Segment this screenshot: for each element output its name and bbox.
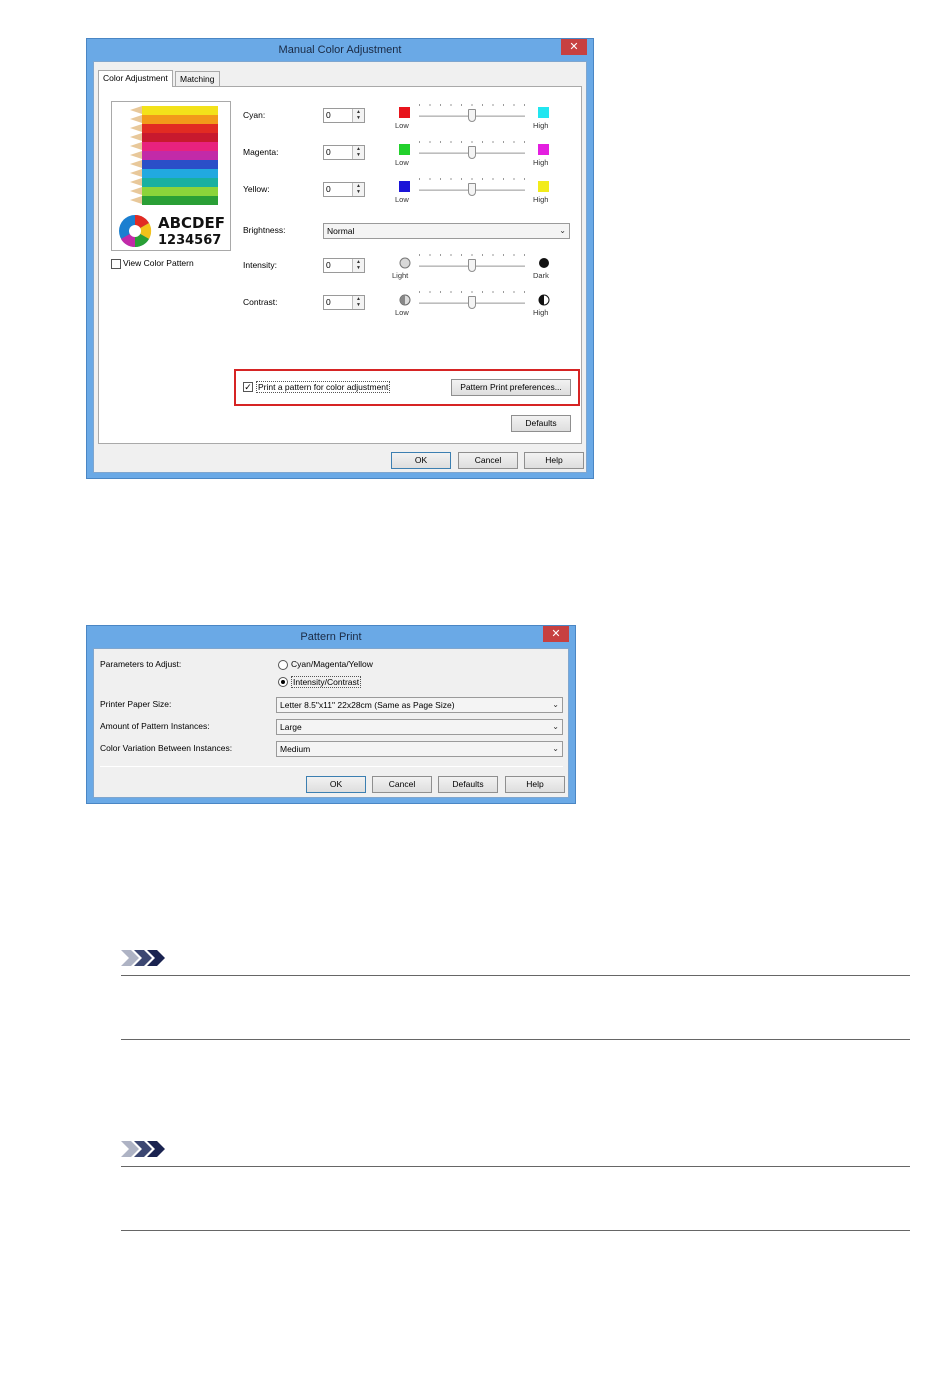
print-pattern-checkbox[interactable]: ✓ xyxy=(244,382,252,392)
cyan-label: Cyan: xyxy=(243,110,266,120)
view-color-pattern-checkbox[interactable] xyxy=(111,259,121,269)
divider xyxy=(100,766,563,767)
tab-color-adjustment[interactable]: Color Adjustment xyxy=(98,70,173,87)
note-icon xyxy=(121,1139,167,1159)
paper-size-label: Printer Paper Size: xyxy=(100,699,172,709)
low-contrast-icon xyxy=(399,294,411,306)
color-wheel-icon xyxy=(118,214,152,248)
intensity-high-label: Dark xyxy=(533,271,549,280)
cyan-slider-thumb[interactable] xyxy=(468,109,476,122)
dialog-body xyxy=(93,648,569,798)
brightness-select[interactable] xyxy=(323,223,570,239)
pencil-teal xyxy=(142,178,218,187)
paper-size-value: Letter 8.5"x11" 22x28cm (Same as Page Size) xyxy=(280,700,455,710)
cyan-high-swatch xyxy=(538,107,549,118)
pencil-crimson xyxy=(142,133,218,142)
tab-matching[interactable]: Matching xyxy=(175,71,220,87)
color-variation-value: Medium xyxy=(280,744,311,754)
dialog-title: Manual Color Adjustment xyxy=(278,44,402,56)
magenta-high-swatch xyxy=(538,144,549,155)
magenta-high-label: High xyxy=(533,158,549,167)
pencil-green xyxy=(142,196,218,205)
defaults-button[interactable]: Defaults xyxy=(438,776,498,793)
pencil-pink xyxy=(142,142,218,151)
pattern-print-preferences-button[interactable]: Pattern Print preferences... xyxy=(451,379,571,396)
cmy-radio[interactable] xyxy=(278,660,288,670)
close-button[interactable]: ✕ xyxy=(561,39,587,55)
spin-arrows-icon[interactable]: ▲ ▼ xyxy=(352,183,364,196)
magenta-slider[interactable] xyxy=(419,144,525,160)
spin-arrows-icon[interactable]: ▲ ▼ xyxy=(352,296,364,309)
manual-color-adjustment-dialog xyxy=(86,38,594,479)
yellow-value: 0 xyxy=(326,184,331,194)
intensity-contrast-radio-label: Intensity/Contrast xyxy=(293,677,360,687)
intensity-slider-thumb[interactable] xyxy=(468,259,476,272)
preview-text-letters: ABCDEF xyxy=(158,214,225,232)
pencil-yellow xyxy=(142,106,218,115)
note-bottom-rule xyxy=(121,1039,910,1040)
note-bottom-rule xyxy=(121,1230,910,1231)
cyan-spinner[interactable] xyxy=(323,108,365,123)
magenta-spinner[interactable] xyxy=(323,145,365,160)
contrast-slider-thumb[interactable] xyxy=(468,296,476,309)
pencil-cyan xyxy=(142,169,218,178)
cyan-high-label: High xyxy=(533,121,549,130)
note-top-rule xyxy=(121,1166,910,1167)
cancel-button[interactable]: Cancel xyxy=(372,776,432,793)
spin-arrows-icon[interactable]: ▲ ▼ xyxy=(352,146,364,159)
light-circle-icon xyxy=(399,257,411,269)
pencil-orange xyxy=(142,115,218,124)
parameters-label: Parameters to Adjust: xyxy=(100,659,182,669)
intensity-value: 0 xyxy=(326,260,331,270)
dialog-body xyxy=(93,61,587,473)
note-icon xyxy=(121,948,167,968)
dark-circle-icon xyxy=(538,257,550,269)
chevron-down-icon: ⌄ xyxy=(552,744,559,753)
intensity-slider[interactable] xyxy=(419,257,525,273)
contrast-slider[interactable] xyxy=(419,294,525,310)
color-variation-select[interactable] xyxy=(276,741,563,757)
cyan-slider[interactable] xyxy=(419,107,525,123)
brightness-value: Normal xyxy=(327,226,355,236)
pattern-print-dialog xyxy=(86,625,576,804)
yellow-low-label: Low xyxy=(395,195,409,204)
bottom-divider xyxy=(109,409,234,410)
chevron-down-icon: ⌄ xyxy=(552,700,559,709)
help-button[interactable]: Help xyxy=(505,776,565,793)
magenta-value: 0 xyxy=(326,147,331,157)
high-contrast-icon xyxy=(538,294,550,306)
yellow-label: Yellow: xyxy=(243,184,270,194)
yellow-high-label: High xyxy=(533,195,549,204)
color-adjustment-panel xyxy=(98,86,582,444)
yellow-slider-thumb[interactable] xyxy=(468,183,476,196)
print-pattern-label: Print a pattern for color adjustment xyxy=(258,382,389,392)
magenta-low-label: Low xyxy=(395,158,409,167)
pattern-amount-value: Large xyxy=(280,722,302,732)
contrast-low-label: Low xyxy=(395,308,409,317)
pencil-light-green xyxy=(142,187,218,196)
contrast-label: Contrast: xyxy=(243,297,278,307)
chevron-down-icon: ⌄ xyxy=(552,722,559,731)
contrast-spinner[interactable] xyxy=(323,295,365,310)
cancel-button[interactable]: Cancel xyxy=(458,452,518,469)
ok-button[interactable]: OK xyxy=(306,776,366,793)
yellow-spinner[interactable] xyxy=(323,182,365,197)
intensity-spinner[interactable] xyxy=(323,258,365,273)
pencil-blue xyxy=(142,160,218,169)
cyan-low-label: Low xyxy=(395,121,409,130)
brightness-label: Brightness: xyxy=(243,225,286,235)
help-button[interactable]: Help xyxy=(524,452,584,469)
contrast-high-label: High xyxy=(533,308,549,317)
pattern-amount-label: Amount of Pattern Instances: xyxy=(100,721,210,731)
spin-arrows-icon[interactable]: ▲ ▼ xyxy=(352,259,364,272)
chevron-down-icon: ⌄ xyxy=(559,226,566,235)
preview-text-numbers: 1234567 xyxy=(158,233,222,248)
yellow-slider[interactable] xyxy=(419,181,525,197)
yellow-high-swatch xyxy=(538,181,549,192)
close-button[interactable]: ✕ xyxy=(543,626,569,642)
intensity-label: Intensity: xyxy=(243,260,278,270)
dialog-title: Pattern Print xyxy=(300,631,362,643)
note-top-rule xyxy=(121,975,910,976)
spin-arrows-icon[interactable]: ▲ ▼ xyxy=(352,109,364,122)
pencil-magenta xyxy=(142,151,218,160)
color-preview-image xyxy=(111,101,231,251)
view-color-pattern-label: View Color Pattern xyxy=(123,258,194,268)
magenta-slider-thumb[interactable] xyxy=(468,146,476,159)
intensity-low-label: Light xyxy=(392,271,409,280)
pencil-red xyxy=(142,124,218,133)
ok-button[interactable]: OK xyxy=(391,452,451,469)
divider xyxy=(239,211,571,212)
defaults-button[interactable]: Defaults xyxy=(511,415,571,432)
color-variation-label: Color Variation Between Instances: xyxy=(100,743,233,753)
contrast-value: 0 xyxy=(326,297,331,307)
yellow-low-swatch xyxy=(399,181,410,192)
intensity-contrast-radio[interactable] xyxy=(278,677,288,687)
cmy-radio-label: Cyan/Magenta/Yellow xyxy=(291,659,373,669)
cyan-value: 0 xyxy=(326,110,331,120)
magenta-label: Magenta: xyxy=(243,147,279,157)
paper-size-select[interactable] xyxy=(276,697,563,713)
pattern-amount-select[interactable] xyxy=(276,719,563,735)
cyan-low-swatch xyxy=(399,107,410,118)
magenta-low-swatch xyxy=(399,144,410,155)
